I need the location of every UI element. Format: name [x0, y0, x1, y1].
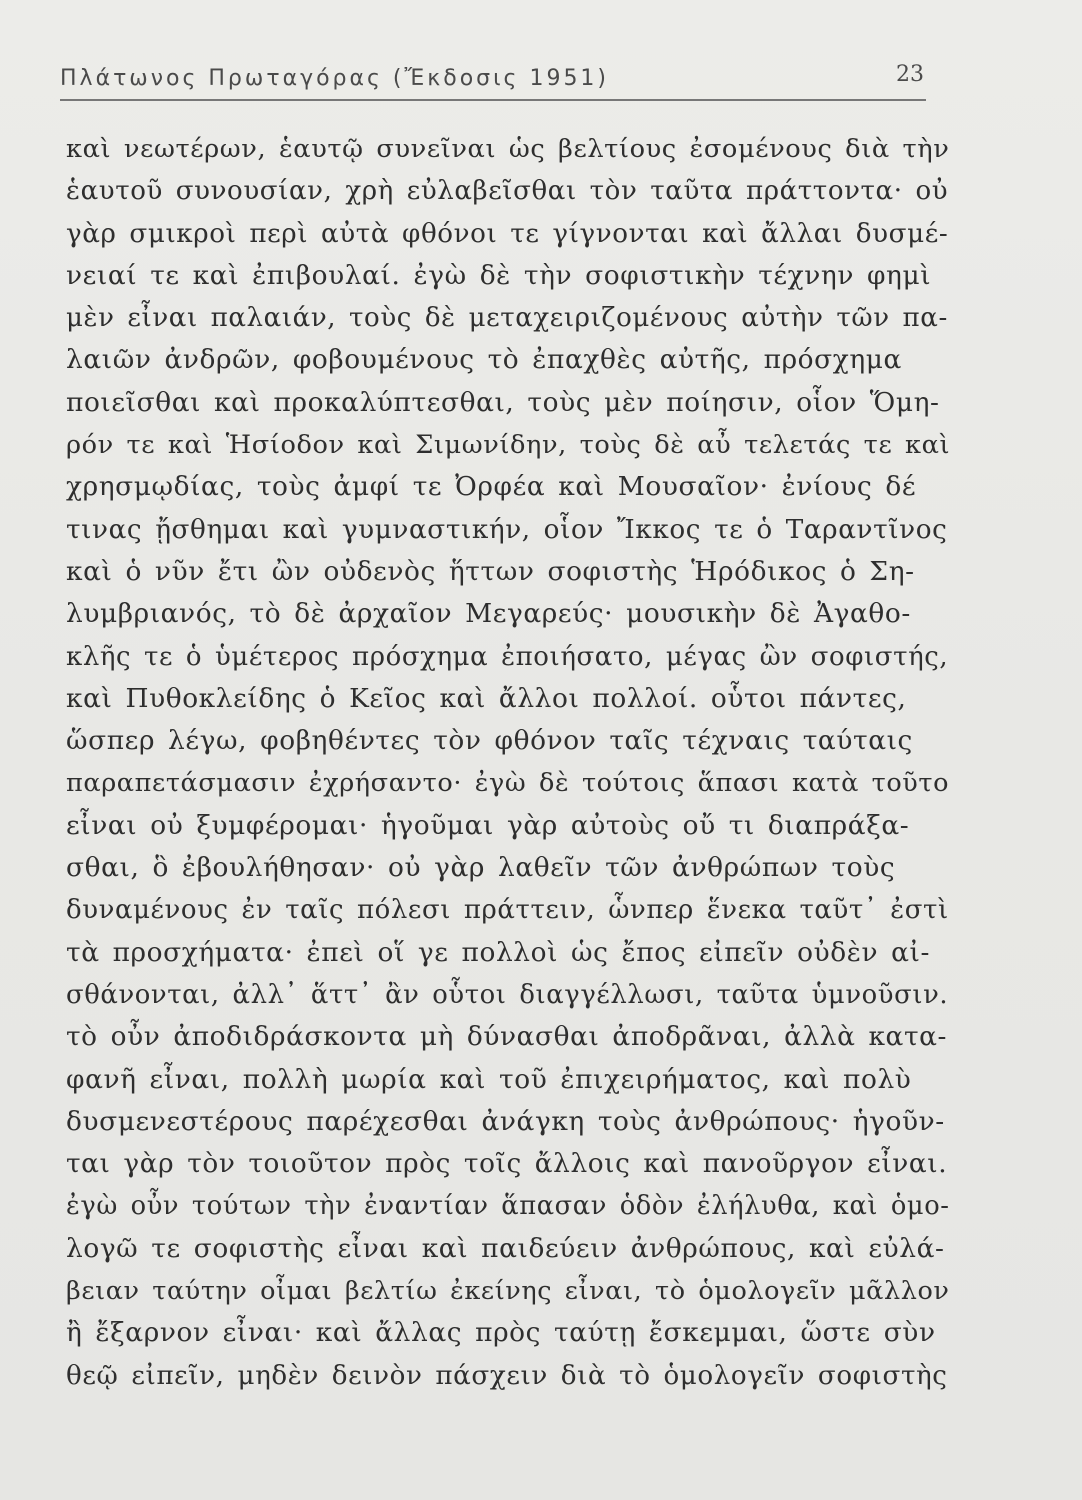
text-line: κλῆς τε ὁ ὑμέτερος πρόσχημα ἐποιήσατο, μέγας ὢν σοφιστής,	[66, 641, 949, 672]
text-line: ρόν τε καὶ Ἡσίοδον καὶ Σιμωνίδην, τοὺς δὲ αὖ τελετάς τε καὶ	[66, 430, 951, 461]
text-line: ὥσπερ λέγω, φοβηθέντες τὸν φθόνον ταῖς τέχναις ταύταις	[66, 725, 913, 757]
text-line: καὶ ὁ νῦν ἔτι ὢν οὐδενὸς ἥττων σοφιστὴς Ἡρόδικος ὁ Ση-	[66, 555, 915, 587]
text-line: ται γὰρ τὸν τοιοῦτον πρὸς τοῖς ἄλλοις καὶ πανοῦργον εἶναι.	[66, 1149, 948, 1180]
text-line: ἐγὼ οὖν τούτων τὴν ἐναντίαν ἅπασαν ὁδὸν ἐλήλυθα, καὶ ὁμο-	[66, 1191, 950, 1222]
text-line: φανῆ εἶναι, πολλὴ μωρία καὶ τοῦ ἐπιχειρήματος, καὶ πολὺ	[66, 1063, 912, 1095]
text-line: θεῷ εἰπεῖν, μηδὲν δεινὸν πάσχειν διὰ τὸ ὁμολογεῖν σοφιστὴς	[66, 1360, 948, 1391]
text-line: βειαν ταύτην οἶμαι βελτίω ἐκείνης εἶναι, τὸ ὁμολογεῖν μᾶλλον	[66, 1276, 950, 1307]
text-line: νειαί τε καὶ ἐπιβουλαί. ἐγὼ δὲ τὴν σοφιστικὴν τέχνην φημὶ	[66, 259, 932, 291]
text-line: ἑαυτοῦ συνουσίαν, χρὴ εὐλαβεῖσθαι τὸν ταῦτα πράττοντα· οὐ	[66, 176, 949, 207]
text-line: καὶ Πυθοκλείδης ὁ Κεῖος καὶ ἄλλοι πολλοί. οὗτοι πάντες,	[66, 682, 907, 714]
page-number: 23	[896, 62, 924, 87]
text-line: καὶ νεωτέρων, ἑαυτῷ συνεῖναι ὡς βελτίους ἐσομένους διὰ τὴν	[66, 134, 950, 164]
text-line: τὸ οὖν ἀποδιδράσκοντα μὴ δύνασθαι ἀποδρᾶναι, ἀλλὰ κατα-	[66, 1022, 948, 1053]
text-line: λαιῶν ἀνδρῶν, φοβουμένους τὸ ἐπαχθὲς αὐτῆς, πρόσχημα	[66, 344, 902, 376]
header-rule	[60, 99, 926, 101]
text-line: σθαι, ὃ ἐβουλήθησαν· οὐ γὰρ λαθεῖν τῶν ἀνθρώπων τοὺς	[66, 852, 896, 884]
text-line: γὰρ σμικροὶ περὶ αὐτὰ φθόνοι τε γίγνονται καὶ ἄλλαι δυσμέ-	[66, 218, 949, 249]
text-line: τὰ προσχήματα· ἐπεὶ οἵ γε πολλοὶ ὡς ἔπος εἰπεῖν οὐδὲν αἰ-	[66, 936, 930, 968]
header-title: Πλάτωνος Πρωταγόρας (Ἔκδοσις 1951)	[60, 66, 610, 91]
text-line: δυναμένους ἐν ταῖς πόλεσι πράττειν, ὧνπερ ἕνεκα ταῦτ᾽ ἐστὶ	[66, 895, 949, 926]
text-line: εἶναι οὐ ξυμφέρομαι· ἡγοῦμαι γὰρ αὐτοὺς οὔ τι διαπράξα-	[66, 809, 910, 841]
text-line: χρησμῳδίας, τοὺς ἀμφί τε Ὀρφέα καὶ Μουσαῖον· ἐνίους δέ	[66, 471, 917, 503]
text-line: ποιεῖσθαι καὶ προκαλύπτεσθαι, τοὺς μὲν ποίησιν, οἷον Ὅμη-	[66, 386, 940, 418]
text-line: ἢ ἔξαρνον εἶναι· καὶ ἄλλας πρὸς ταύτῃ ἔσκεμμαι, ὥστε σὺν	[66, 1317, 936, 1349]
text-line: σθάνονται, ἀλλ᾽ ἅττ᾽ ἂν οὗτοι διαγγέλλωσι, ταῦτα ὑμνοῦσιν.	[66, 979, 949, 1010]
text-line: λυμβριανός, τὸ δὲ ἀρχαῖον Μεγαρεύς· μουσικὴν δὲ Ἀγαθο-	[66, 598, 911, 630]
body-text	[66, 128, 966, 1397]
text-line: τινας ᾔσθημαι καὶ γυμναστικήν, οἷον Ἴκκος τε ὁ Ταραντῖνος	[66, 514, 948, 545]
text-line: παραπετάσμασιν ἐχρήσαντο· ἐγὼ δὲ τούτοις ἅπασι κατὰ τοῦτο	[66, 768, 950, 799]
text-line: λογῶ τε σοφιστὴς εἶναι καὶ παιδεύειν ἀνθρώπους, καὶ εὐλά-	[66, 1232, 945, 1264]
running-header	[60, 62, 928, 100]
text-line: δυσμενεστέρους παρέχεσθαι ἀνάγκη τοὺς ἀνθρώπους· ἡγοῦν-	[66, 1105, 945, 1137]
text-line: μὲν εἶναι παλαιάν, τοὺς δὲ μεταχειριζομένους αὐτὴν τῶν πα-	[66, 303, 948, 334]
